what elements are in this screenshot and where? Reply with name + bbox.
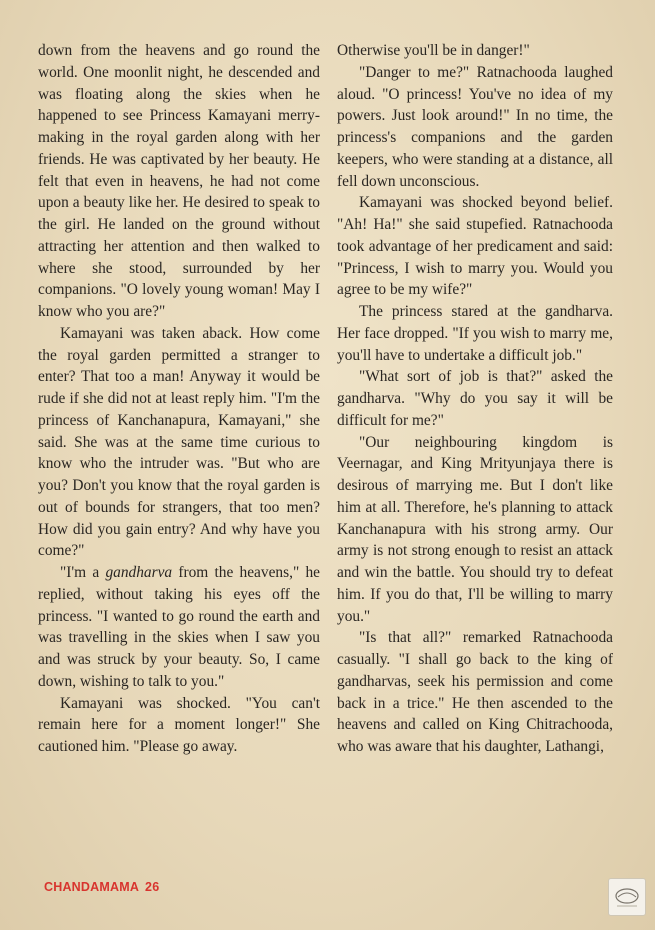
- paragraph: Otherwise you'll be in danger!": [337, 42, 530, 59]
- page-footer: [44, 880, 165, 894]
- page-number: 26: [145, 880, 160, 894]
- paragraph: "Is that all?" remarked Ratnachooda casually. "I shall go back to the king of gandharvas, seek his permission and come back in a trice." He then ascended to the heavens and called on King Chitrachooda, who was aware that his daughter, Lathangi,: [337, 629, 613, 755]
- paragraph: "Our neighbouring kingdom is Veernagar, and King Mrityunjaya there is desirous of marrying me. But I don't like him at all. Therefore, he's planning to attack Kanchanapura with his strong army. Our army is not strong enough to resist an attack and win the battle. You should try to defeat him. If you do that, I'll be willing to marry you.": [337, 433, 613, 625]
- paragraph: Kamayani was shocked beyond belief. "Ah! Ha!" she said stupefied. Ratnachooda took advantage of her predicament and said: "Princess, I wish to marry you. Would you agree to be my wife?": [337, 194, 613, 299]
- paragraph: "What sort of job is that?" asked the gandharva. "Why do you say it will be difficult for me?": [337, 368, 613, 429]
- left-text-column: [38, 40, 320, 758]
- paragraph: down from the heavens and go round the world. One moonlit night, he descended and was floating along the skies when he happened to see Princess Kamayani merry-making in the royal garden along with her friends. He was captivated by her beauty. He felt that even in heavens, he had not come upon a beauty like her. He desired to speak to the girl. He landed on the ground without attracting her attention and then walked to where she stood, surrounded by her companions. "O lovely young woman! May I know who you are?": [38, 42, 320, 320]
- paragraph: "Danger to me?" Ratnachooda laughed aloud. "O princess! You've no idea of my powers. Just look around!" In no time, the princess's companions and the garden keepers, who were standing at a distance, all fell down unconscious.: [337, 63, 613, 190]
- paragraph: The princess stared at the gandharva. Her face dropped. "If you wish to marry me, you'll have to undertake a difficult job.": [337, 303, 613, 364]
- paragraph-text: from the heavens," he replied, without taking his eyes off the princess. "I wanted to go round the earth and was travelling in the skies when I saw you and was struck by your beauty. So, I came down, wishing to talk to you.": [38, 564, 320, 690]
- magazine-name: CHANDAMAMA: [44, 880, 140, 894]
- right-text-column: [337, 40, 613, 758]
- paragraph-text: "I'm a: [60, 564, 106, 581]
- paragraph: [38, 562, 320, 693]
- paragraph: Kamayani was shocked. "You can't remain here for a moment longer!" She cautioned him. "Please go away.: [38, 694, 320, 755]
- italic-term: gandharva: [105, 564, 173, 581]
- library-stamp-icon: [608, 878, 646, 916]
- paragraph: Kamayani was taken aback. How come the royal garden permitted a stranger to enter? That too a man! Anyway it would be rude if she did not at least reply him. "I'm the princess of Kanchanapura, Kamayani," she said. She was at the same time curious to know who the intruder was. "But who are you? Don't you know that the royal garden is out of bounds for strangers, that too men? How did you gain entry? And why have you come?": [38, 324, 320, 560]
